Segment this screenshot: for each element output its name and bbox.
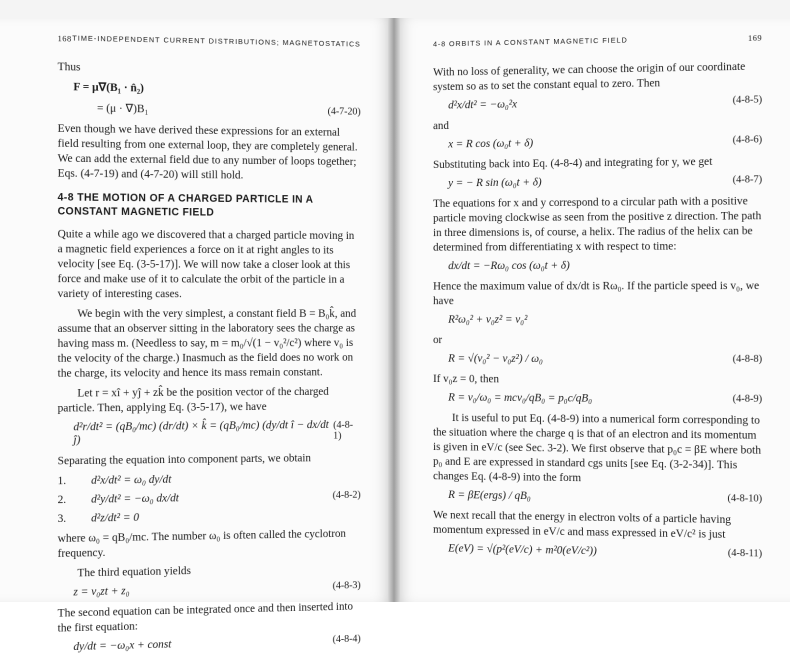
section-heading: 4-8 THE MOTION OF A CHARGED PARTICLE IN A CONSTANT MAGNETIC FIELD — [57, 191, 314, 219]
component-equation: 1. d²x/dt² = ω₀ dy/dt — [57, 472, 172, 488]
equation-speed: R²ω₀² + v₀z² = v₀² — [448, 312, 528, 326]
equation-4-8-9: R = v₀/ω₀ = mcv₀/qB₀ = p₀c/qB₀ (4-8-9) — [448, 390, 763, 405]
equation-4-8-6: x = R cos (ω₀t + δ) (4-8-6) — [448, 134, 763, 151]
thus-text: Thus — [57, 60, 81, 74]
left-running-head: TIME-INDEPENDENT CURRENT DISTRIBUTIONS; MAGNETOSTATICS — [72, 33, 361, 49]
component-equation: 2. d²y/dt² = −ω₀ dx/dt (4-8-2) — [57, 489, 361, 507]
equation-4-8-1: d²r/dt² = (qB₀/mc) (dr/dt) × k̂ = (qB₀/mc) (dy/dt î − dx/dt ĵ) (4-8-1) — [73, 418, 354, 447]
and-text: and — [433, 119, 449, 133]
paragraph-if-zero: If v₀z = 0, then — [433, 372, 499, 386]
paragraph-intro: Quite a while ago we discovered that a charged particle moving in a magnetic field experiences a force on it at right angles to its velocity [see Eq. (3-5-17)]. We will now take a closer look at this force and make use of it to calculate the orbit of the particle in a variety of interesting cases. — [57, 227, 355, 301]
paragraph-third: The third equation yields — [77, 564, 191, 580]
paragraph-generality: With no loss of generality, we can choose the origin of our coordinate system so as to set the constant equal to zero. Then — [433, 59, 746, 94]
equation-4-7-20: F = μ∇(B₁ · n̂₂) — [73, 80, 144, 95]
or-text: or — [433, 333, 443, 347]
paragraph-cyclotron: where ω₀ = qB₀/mc. The number ω₀ is often called the cyclotron frequency. — [57, 527, 346, 560]
paragraph-helix: The equations for x and y correspond to a circular path with a positive particle moving clockwise as seen from the positive z direction. The path in three dimensions is, of course, a helix. The radius of the helix can be determined from differentiating x with respect to time: — [433, 194, 762, 254]
left-page-header — [58, 33, 361, 49]
paragraph-substituting: Substituting back into Eq. (4-8-4) and integrating for y, we get — [433, 154, 713, 171]
book-gutter — [388, 18, 400, 602]
paragraph-numerical: It is useful to put Eq. (4-8-9) into a numerical form corresponding to the situation where the charge q is that of an electron and its momentum is given in eV/c (see Sec. 3-2). We first observe that p₀c = βE where both p₀ and E are expressed in standard cgs units [see Eq. (3-2-34)]. This changes Eq. (4-8-9) into the form — [433, 411, 762, 485]
equation-4-8-8: R = √(v₀² − v₀z²) / ω₀ (4-8-8) — [448, 351, 763, 365]
left-page-number: 168 — [57, 33, 72, 44]
right-page-header — [433, 33, 762, 50]
equation-4-8-4: dy/dt = −ω₀x + const (4-8-4) — [73, 633, 361, 654]
equation-4-8-10: R = βE(ergs) / qB₀ (4-8-10) — [448, 488, 763, 505]
equation-dxdt: dx/dt = −Rω₀ cos (ω₀t + δ) — [448, 258, 570, 273]
paragraph-constant-field: We begin with the very simplest, a constant field B = B₀k̂, and assume that an observer sitting in the laboratory sees the charge as having mass m. (Needless to say, m = m₀/√(1 − v₀²/c²) where v₀ is the velocity of the charge.) Inasmuch as the field does no work on the charge, its velocity and hence its mass remain constant. — [57, 307, 357, 380]
component-equations — [58, 470, 361, 525]
paragraph-second: The second equation can be integrated once and then inserted into the first equation: — [57, 599, 354, 635]
left-page — [0, 18, 395, 654]
right-page-number: 169 — [747, 32, 763, 43]
right-running-head: 4-8 ORBITS IN A CONSTANT MAGNETIC FIELD — [433, 35, 628, 49]
paragraph-position-vector: Let r = xî + yĵ + zk̂ be the position vector of the charged particle. Then, applying Eq. (3-5-17), we have — [57, 385, 329, 415]
equation-4-8-3: z = v₀zt + z₀ (4-8-3) — [73, 580, 361, 599]
paragraph-energy: We next recall that the energy in electron volts of a particle having momentum expressed in eV/c and mass expressed in eV/c² is just — [433, 508, 731, 541]
equation-4-8-5: d²x/dt² = −ω₀²x (4-8-5) — [448, 94, 763, 112]
equation-4-7-20b: = (μ · ∇)B₁ (4-7-20) — [97, 101, 361, 118]
right-page — [394, 18, 790, 602]
equation-4-8-11: E(eV) = √(p²(eV/c) + m²0(eV/c²)) (4-8-11) — [448, 541, 763, 560]
paragraph-maximum: Hence the maximum value of dx/dt is Rω₀. If the particle speed is v₀, we have — [433, 279, 760, 308]
component-equation: 3. d²z/dt² = 0 — [57, 510, 140, 526]
equation-4-8-7: y = − R sin (ω₀t + δ) (4-8-7) — [448, 174, 763, 190]
paragraph-general: Even though we have derived these expressions for an external field resulting from one external loop, they are completely general. We can add the external field due to any number of loops together; Eqs. (4-7-19) and (4-7-20) will still hold. — [57, 121, 358, 182]
paragraph-separating: Separating the equation into component parts, we obtain — [57, 451, 311, 468]
